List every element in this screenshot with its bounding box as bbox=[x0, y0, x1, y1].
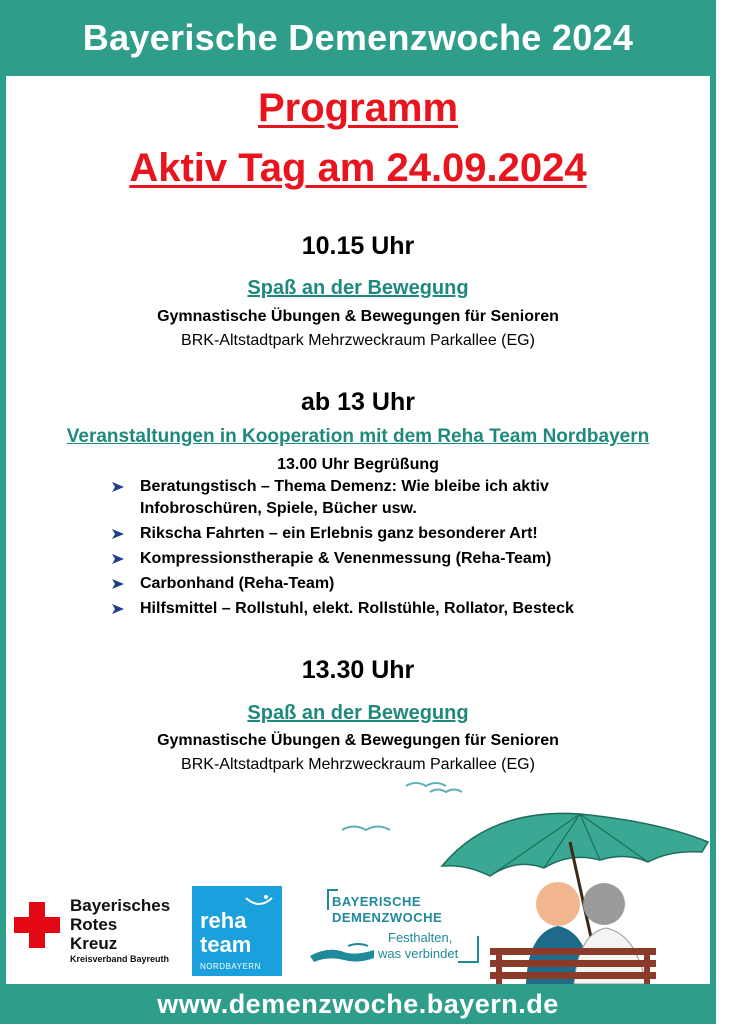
reha-team-logo bbox=[192, 886, 282, 976]
brk-name-line2: Rotes bbox=[70, 915, 118, 934]
list-item-text: Beratungstisch – Thema Demenz: Wie bleibe ich aktiv bbox=[140, 478, 549, 495]
nordbayern-word: NORDBAYERN bbox=[200, 962, 261, 971]
program-title: Programm bbox=[257, 86, 459, 130]
activity-list bbox=[110, 476, 670, 623]
slogan-line1: Festhalten, bbox=[388, 930, 453, 945]
arrow-bullet-icon bbox=[110, 548, 126, 570]
session3-description: Gymnastische Übungen & Bewegungen für Senioren bbox=[157, 732, 559, 749]
session2-welcome: 13.00 Uhr Begrüßung bbox=[277, 456, 439, 473]
arrow-bullet-icon bbox=[110, 476, 126, 498]
session3-location: BRK-Altstadtpark Mehrzweckraum Parkallee (EG) bbox=[181, 756, 535, 773]
session3-title-link[interactable]: Spaß an der Bewegung bbox=[247, 702, 469, 724]
brk-name bbox=[70, 896, 170, 953]
list-item bbox=[110, 598, 670, 620]
program-date-title: Aktiv Tag am 24.09.2024 bbox=[129, 146, 587, 190]
session3-time: 13.30 Uhr bbox=[301, 656, 415, 684]
footer-banner bbox=[0, 984, 716, 1024]
website-link[interactable]: www.demenzwoche.bayern.de bbox=[157, 989, 559, 1019]
brk-logo bbox=[14, 892, 184, 972]
list-item-text: Hilfsmittel – Rollstuhl, elekt. Rollstühle, Rollator, Besteck bbox=[140, 600, 574, 617]
reha-word: reha bbox=[200, 908, 247, 933]
bench-icon bbox=[490, 948, 656, 984]
session1-description: Gymnastische Übungen & Bewegungen für Senioren bbox=[157, 308, 559, 325]
couple-icon bbox=[526, 882, 646, 984]
list-item bbox=[110, 476, 670, 520]
list-item-text-continued: Infobroschüren, Spiele, Bücher usw. bbox=[140, 500, 417, 517]
list-item-text: Kompressionstherapie & Venenmessung (Reha-Team) bbox=[140, 550, 552, 567]
session1-title-link[interactable]: Spaß an der Bewegung bbox=[247, 277, 469, 299]
arrow-bullet-icon bbox=[110, 598, 126, 620]
demenzwoche-line2: DEMENZWOCHE bbox=[332, 910, 443, 925]
bird-icon bbox=[342, 783, 462, 830]
brk-name-line3: Kreuz bbox=[70, 934, 118, 953]
arrow-bullet-icon bbox=[110, 573, 126, 595]
brk-name-line1: Bayerisches bbox=[70, 896, 171, 915]
header-title: Bayerische Demenzwoche 2024 bbox=[82, 17, 634, 58]
session1-time: 10.15 Uhr bbox=[301, 232, 415, 260]
holding-hands-icon bbox=[308, 938, 378, 970]
brk-subtitle: Kreisverband Bayreuth bbox=[70, 954, 170, 964]
session2-title-link[interactable]: Veranstaltungen in Kooperation mit dem Reha Team Nordbayern bbox=[66, 426, 650, 447]
team-word: team bbox=[200, 932, 252, 957]
session2-time: ab 13 Uhr bbox=[301, 388, 415, 416]
demenzwoche-logo bbox=[308, 884, 488, 976]
red-cross-icon bbox=[14, 902, 60, 948]
list-item-text: Carbonhand (Reha-Team) bbox=[140, 575, 335, 592]
list-item bbox=[110, 523, 670, 545]
list-item bbox=[110, 548, 670, 570]
header-banner bbox=[0, 0, 716, 76]
arrow-bullet-icon bbox=[110, 523, 126, 545]
slogan-line2: was verbindet bbox=[378, 946, 459, 961]
list-item bbox=[110, 573, 670, 595]
list-item-text: Rikscha Fahrten – ein Erlebnis ganz besonderer Art! bbox=[140, 525, 538, 542]
session1-location: BRK-Altstadtpark Mehrzweckraum Parkallee (EG) bbox=[181, 332, 535, 349]
demenzwoche-line1: BAYERISCHE bbox=[332, 894, 422, 909]
smile-icon bbox=[242, 894, 276, 910]
